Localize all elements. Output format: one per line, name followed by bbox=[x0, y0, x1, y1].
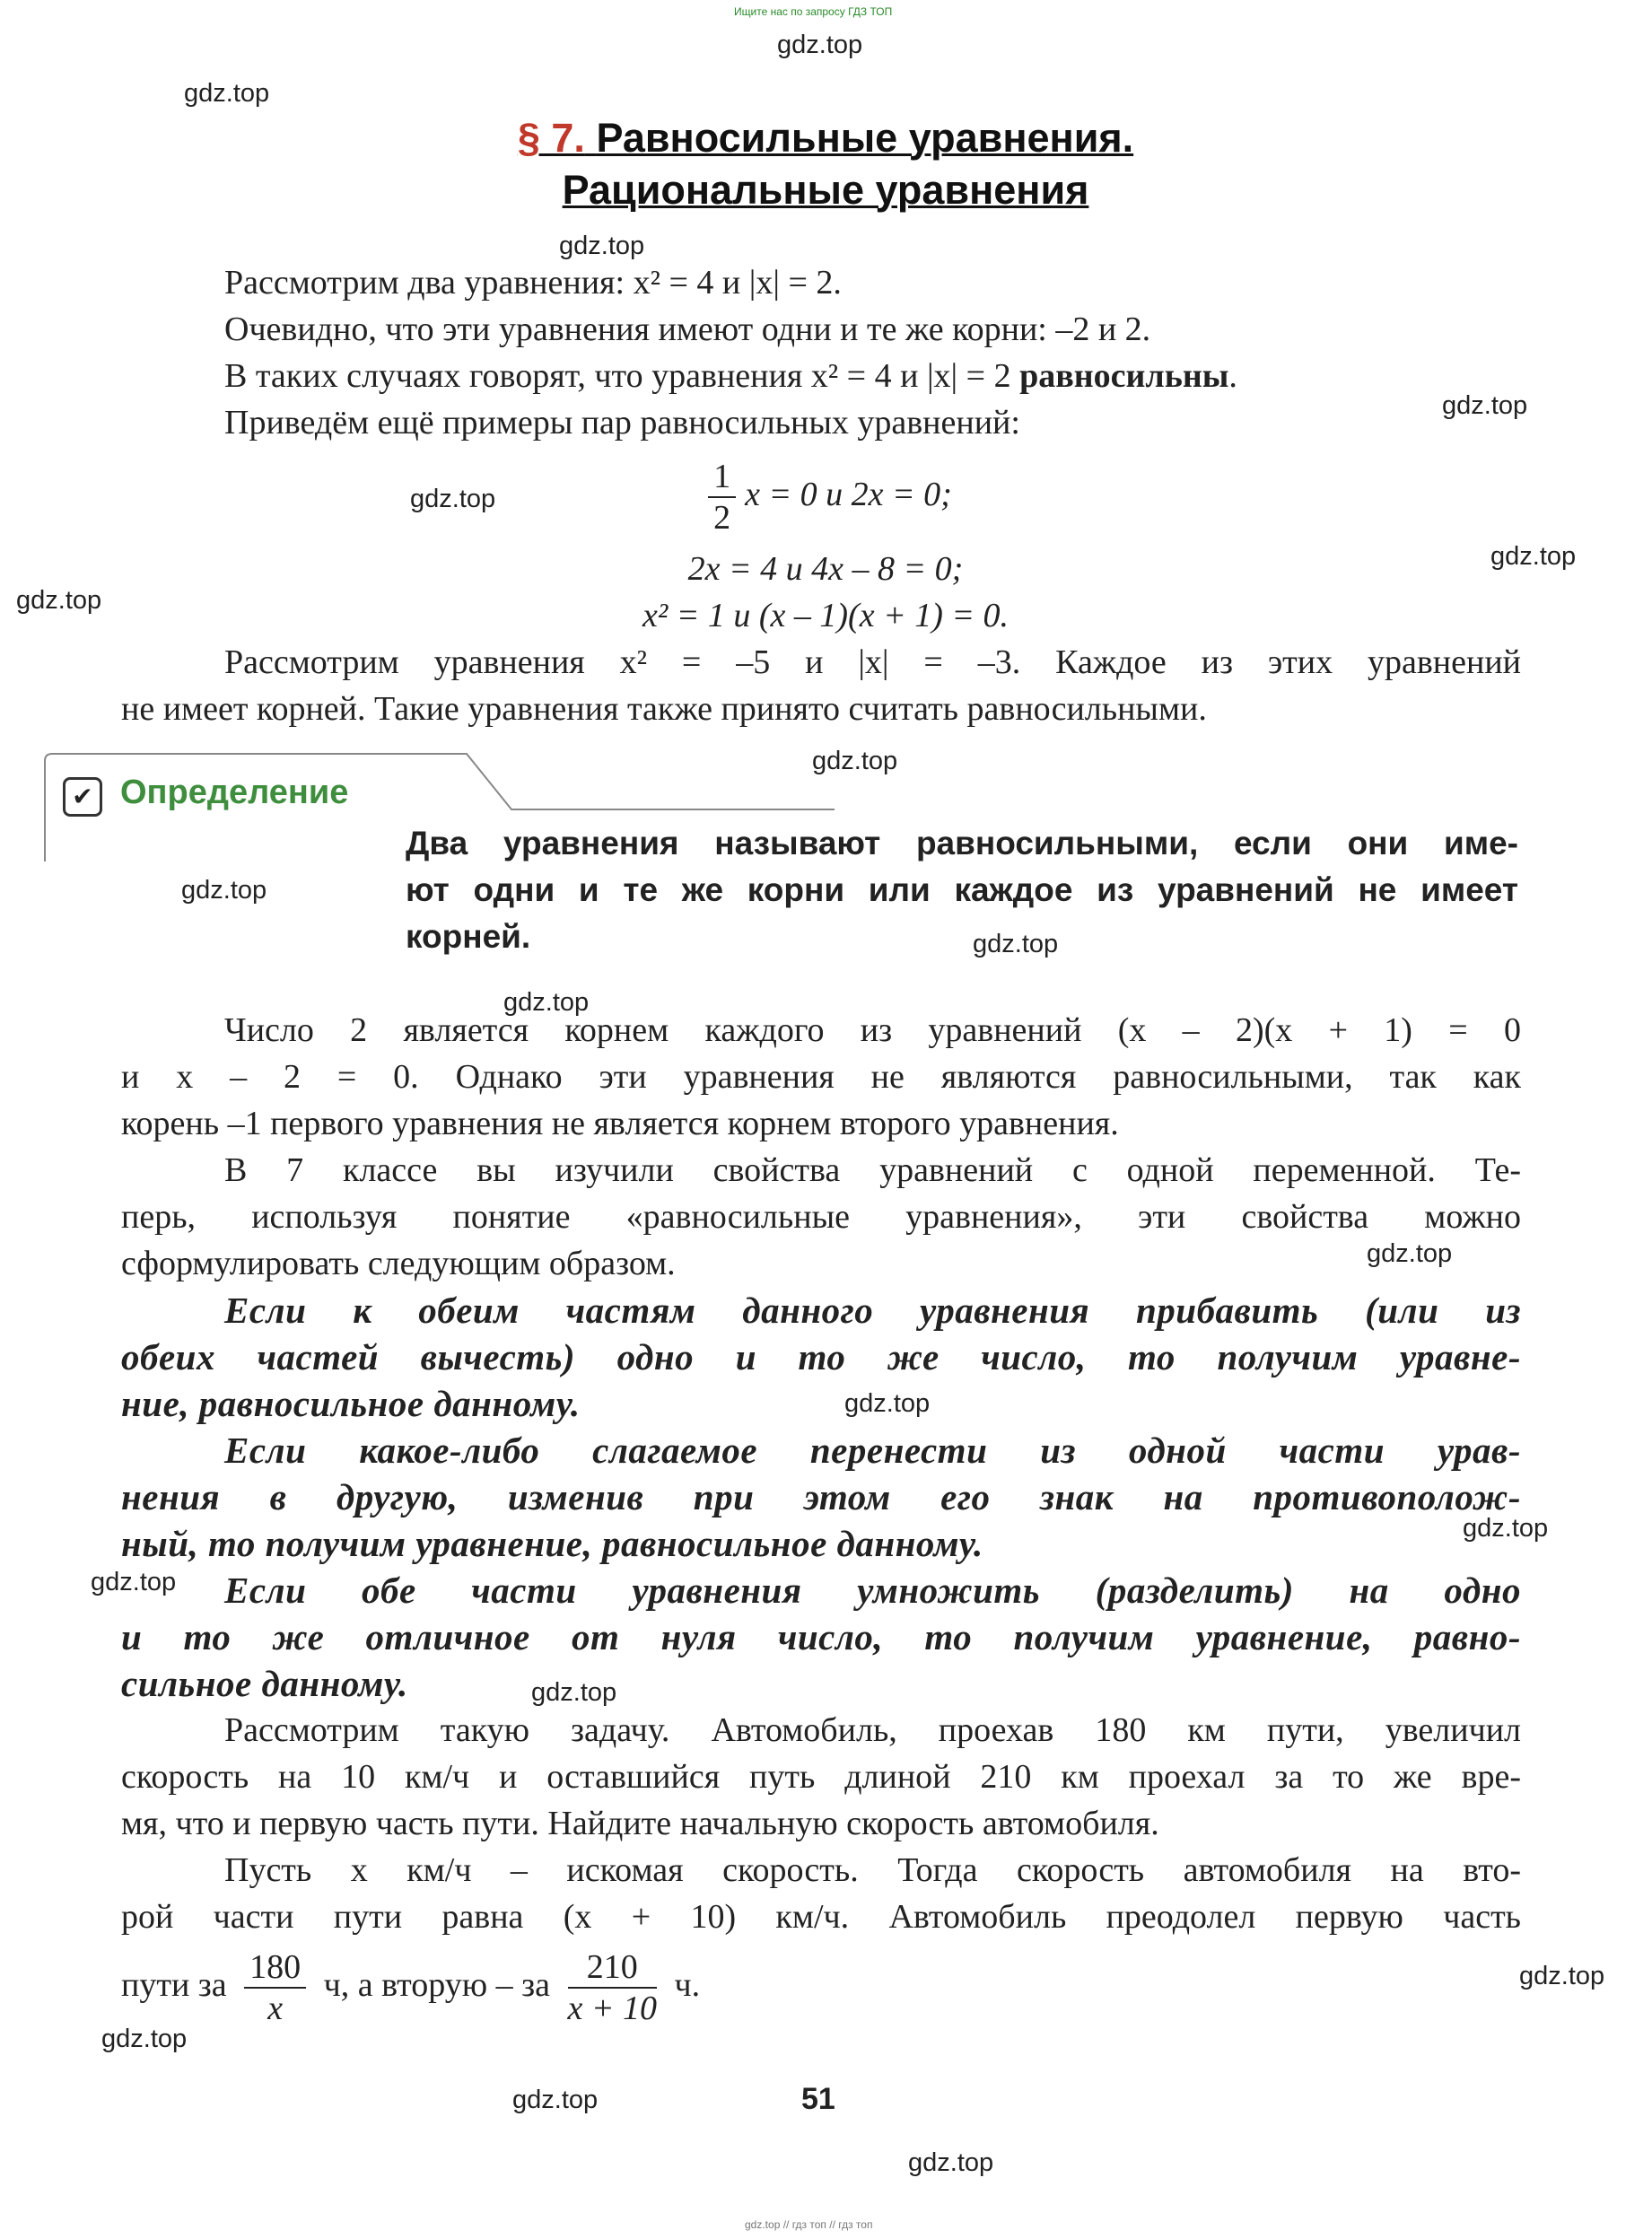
rule-line: сильное данному. bbox=[121, 1663, 408, 1704]
fraction-denominator: x bbox=[267, 1990, 284, 2028]
body-line: сформулировать следующим образом. bbox=[121, 1245, 676, 1282]
example-equation-2: 2x = 4 и 4x – 8 = 0; bbox=[687, 550, 964, 588]
fraction-numerator: 210 bbox=[568, 1947, 658, 1989]
body-line: Число 2 является корнем каждого из уравнений (x – 2)(x + 1) = 0 bbox=[224, 1011, 1521, 1049]
no-roots-line: Рассмотрим уравнения x² = –5 и |x| = –3. Каждое из этих уравнений bbox=[224, 643, 1521, 681]
watermark: gdz.top bbox=[812, 747, 898, 775]
checkbox-icon: ✔ bbox=[63, 777, 102, 817]
section-title-text: Равносильные уравнения. bbox=[596, 115, 1134, 161]
bottom-note: gdz.top // гдз топ // гдз топ bbox=[745, 2218, 873, 2231]
watermark: gdz.top bbox=[908, 2148, 994, 2177]
definition-line: ют одни и те же корни или каждое из уравнений не имеет bbox=[406, 871, 1518, 908]
example-equation-3: x² = 1 и (x – 1)(x + 1) = 0. bbox=[642, 597, 1010, 634]
fraction-denominator: x + 10 bbox=[567, 1990, 658, 2028]
top-note: Ищите нас по запросу ГДЗ ТОП bbox=[734, 5, 893, 18]
watermark: gdz.top bbox=[844, 1389, 931, 1418]
rule-line: нения в другую, изменив при этом его знак на противополож- bbox=[121, 1476, 1521, 1517]
definition-label: Определение bbox=[120, 774, 349, 811]
rule-line: Если обе части уравнения умножить (разделить) на одно bbox=[224, 1570, 1521, 1611]
section-title-line2: Рациональные уравнения bbox=[562, 167, 1089, 213]
example-equation-1 bbox=[359, 454, 1292, 538]
solution-line: рой части пути равна (x + 10) км/ч. Автомобиль преодолел первую часть bbox=[121, 1898, 1521, 1936]
definition-line: корней. bbox=[406, 918, 531, 955]
fraction-180-over-x bbox=[244, 1947, 306, 2028]
rule-line: и то же отличное от нуля число, то получим уравнение, равно- bbox=[121, 1616, 1521, 1657]
watermark: gdz.top bbox=[503, 988, 590, 1017]
watermark: gdz.top bbox=[973, 930, 1059, 958]
solution-text: ч, а вторую – за bbox=[323, 1966, 550, 2004]
fraction-one-half bbox=[708, 457, 736, 538]
task-line: скорость на 10 км/ч и оставшийся путь длиной 210 км проехал за то же вре- bbox=[121, 1758, 1521, 1796]
fraction-numerator: 180 bbox=[244, 1947, 306, 1989]
watermark: gdz.top bbox=[1463, 1514, 1549, 1543]
watermark: gdz.top bbox=[1367, 1239, 1453, 1268]
body-line: В 7 классе вы изучили свойства уравнений с одной переменной. Те- bbox=[224, 1151, 1521, 1189]
fraction-denominator: 2 bbox=[713, 499, 731, 538]
no-roots-line: не имеет корней. Такие уравнения также принято считать равносильными. bbox=[121, 690, 1207, 728]
watermark: gdz.top bbox=[181, 876, 267, 905]
rule-line: обеих частей вычесть) одно и то же число, то получим уравне- bbox=[121, 1336, 1521, 1378]
key-term: равносильны bbox=[1019, 357, 1229, 395]
watermark: gdz.top bbox=[101, 2025, 188, 2053]
intro-text: . bbox=[1228, 357, 1237, 395]
intro-line bbox=[224, 353, 1525, 399]
fraction-numerator: 1 bbox=[708, 457, 736, 498]
fraction-210-over-x-plus-10 bbox=[568, 1947, 658, 2028]
watermark: gdz.top bbox=[777, 31, 863, 59]
task-line: мя, что и первую часть пути. Найдите начальную скорость автомобиля. bbox=[121, 1805, 1159, 1842]
watermark: gdz.top bbox=[1442, 391, 1528, 420]
equation-text: x = 0 и 2x = 0; bbox=[745, 476, 952, 513]
solution-line bbox=[121, 1944, 1521, 2028]
rule-line: Если к обеим частям данного уравнения прибавить (или из bbox=[224, 1290, 1521, 1331]
rule-line: ние, равносильное данному. bbox=[121, 1383, 581, 1424]
task-line: Рассмотрим такую задачу. Автомобиль, проехав 180 км пути, увеличил bbox=[224, 1711, 1521, 1749]
intro-line: Рассмотрим два уравнения: x² = 4 и |x| = 2. bbox=[224, 264, 842, 302]
intro-line: Приведём ещё примеры пар равносильных уравнений: bbox=[224, 404, 1020, 442]
section-number: § 7. bbox=[517, 115, 585, 161]
page-number: 51 bbox=[801, 2082, 835, 2116]
watermark: gdz.top bbox=[512, 2086, 599, 2114]
watermark: gdz.top bbox=[410, 485, 496, 513]
intro-line: Очевидно, что эти уравнения имеют одни и те же корни: –2 и 2. bbox=[224, 310, 1151, 348]
watermark: gdz.top bbox=[531, 1678, 617, 1707]
intro-text: В таких случаях говорят, что уравнения x² = 4 и |x| = 2 bbox=[224, 357, 1011, 395]
watermark: gdz.top bbox=[1519, 1962, 1605, 1990]
watermark: gdz.top bbox=[559, 232, 645, 260]
solution-text: пути за bbox=[121, 1966, 227, 2004]
body-line: корень –1 первого уравнения не является корнем второго уравнения. bbox=[121, 1105, 1119, 1142]
rule-line: ный, то получим уравнение, равносильное данному. bbox=[121, 1523, 983, 1564]
definition-line: Два уравнения называют равносильными, если они име- bbox=[406, 825, 1518, 861]
watermark: gdz.top bbox=[91, 1568, 177, 1596]
body-line: и x – 2 = 0. Однако эти уравнения не являются равносильными, так как bbox=[121, 1058, 1521, 1096]
solution-line: Пусть x км/ч – искомая скорость. Тогда скорость автомобиля на вто- bbox=[224, 1851, 1521, 1889]
body-line: перь, используя понятие «равносильные уравнения», эти свойства можно bbox=[121, 1198, 1521, 1236]
watermark: gdz.top bbox=[1490, 542, 1577, 571]
rule-line: Если какое-либо слагаемое перенести из одной части урав- bbox=[224, 1430, 1521, 1471]
section-title-line1 bbox=[269, 115, 1382, 162]
solution-text: ч. bbox=[674, 1966, 701, 2004]
watermark: gdz.top bbox=[16, 586, 102, 615]
watermark: gdz.top bbox=[184, 79, 270, 108]
